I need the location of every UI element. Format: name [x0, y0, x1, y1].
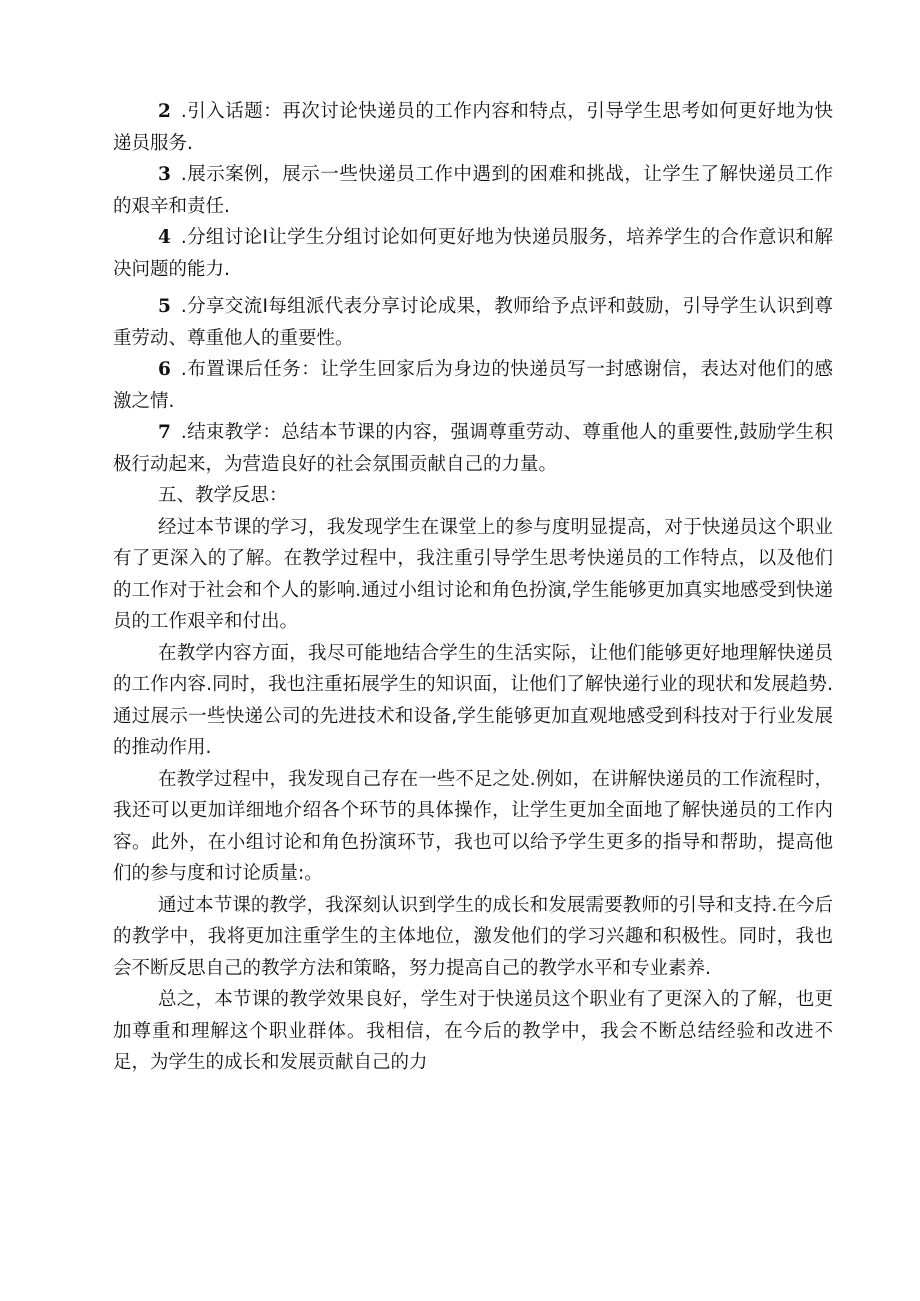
step-item	[113, 354, 833, 417]
step-number: 4	[158, 227, 171, 248]
step-number: 7	[158, 422, 171, 443]
step-text: .结束教学：总结本节课的内容，强调尊重劳动、尊重他人的重要性,鼓励学生积极行动起来，为营造良好的社会氛围贡献自己的力量。	[113, 422, 833, 475]
reflection-paragraph: 在教学内容方面，我尽可能地结合学生的生活实际，让他们能够更好地理解快递员的工作内容.同时，我也注重拓展学生的知识面，让他们了解快递行业的现状和发展趋势.通过展示一些快递公司的先进技术和设备,学生能够更加直观地感受到科技对于行业发展的推动作用.	[113, 642, 833, 758]
reflection-paragraph: 经过本节课的学习，我发现学生在课堂上的参与度明显提高，对于快递员这个职业有了更深入的了解。在教学过程中，我注重引导学生思考快递员的工作特点，以及他们的工作对于社会和个人的影响.通过小组讨论和角色扮演,学生能够更加真实地感受到快递员的工作艰辛和付出。	[113, 516, 833, 632]
step-item	[113, 159, 833, 222]
step-text: .分组讨论I让学生分组讨论如何更好地为快递员服务，培养学生的合作意识和解决问题的能力.	[113, 227, 833, 280]
step-text: .引入话题：再次讨论快递员的工作内容和特点，引导学生思考如何更好地为快递员服务.	[113, 101, 833, 154]
step-text: .展示案例，展示一些快递员工作中遇到的困难和挑战，让学生了解快递员工作的艰辛和责任.	[113, 164, 833, 217]
step-number: 3	[158, 164, 171, 185]
step-text: .布置课后任务：让学生回家后为身边的快递员写一封感谢信，表达对他们的感激之情.	[113, 359, 833, 412]
reflection-paragraph: 通过本节课的教学，我深刻认识到学生的成长和发展需要教师的引导和支持.在今后的教学中，我将更加注重学生的主体地位，激发他们的学习兴趣和积极性。同时，我也会不断反思自己的教学方法和策略，努力提高自己的教学水平和专业素养.	[113, 894, 833, 979]
reflection-paragraph: 总之，本节课的教学效果良好，学生对于快递员这个职业有了更深入的了解，也更加尊重和理解这个职业群体。我相信，在今后的教学中，我会不断总结经验和改进不足，为学生的成长和发展贡献自己的力	[113, 989, 833, 1073]
step-number: 6	[158, 359, 171, 380]
step-number: 5	[158, 296, 171, 317]
section-heading: 五、教学反思：	[158, 485, 288, 506]
step-item	[113, 417, 833, 480]
reflection-paragraph: 在教学过程中，我发现自己存在一些不足之处.例如，在讲解快递员的工作流程时，我还可以更加详细地介绍各个环节的具体操作，让学生更加全面地了解快递员的工作内容。此外，在小组讨论和角色扮演环节，我也可以给予学生更多的指导和帮助，提高他们的参与度和讨论质量:。	[113, 768, 833, 884]
step-item	[113, 96, 833, 159]
step-text: .分享交流I每组派代表分享讨论成果，教师给予点评和鼓励，引导学生认识到尊重劳动、尊重他人的重要性。	[113, 296, 833, 349]
step-item	[113, 291, 833, 354]
document-body	[113, 96, 833, 1079]
step-number: 2	[158, 101, 171, 122]
step-item	[113, 222, 833, 285]
